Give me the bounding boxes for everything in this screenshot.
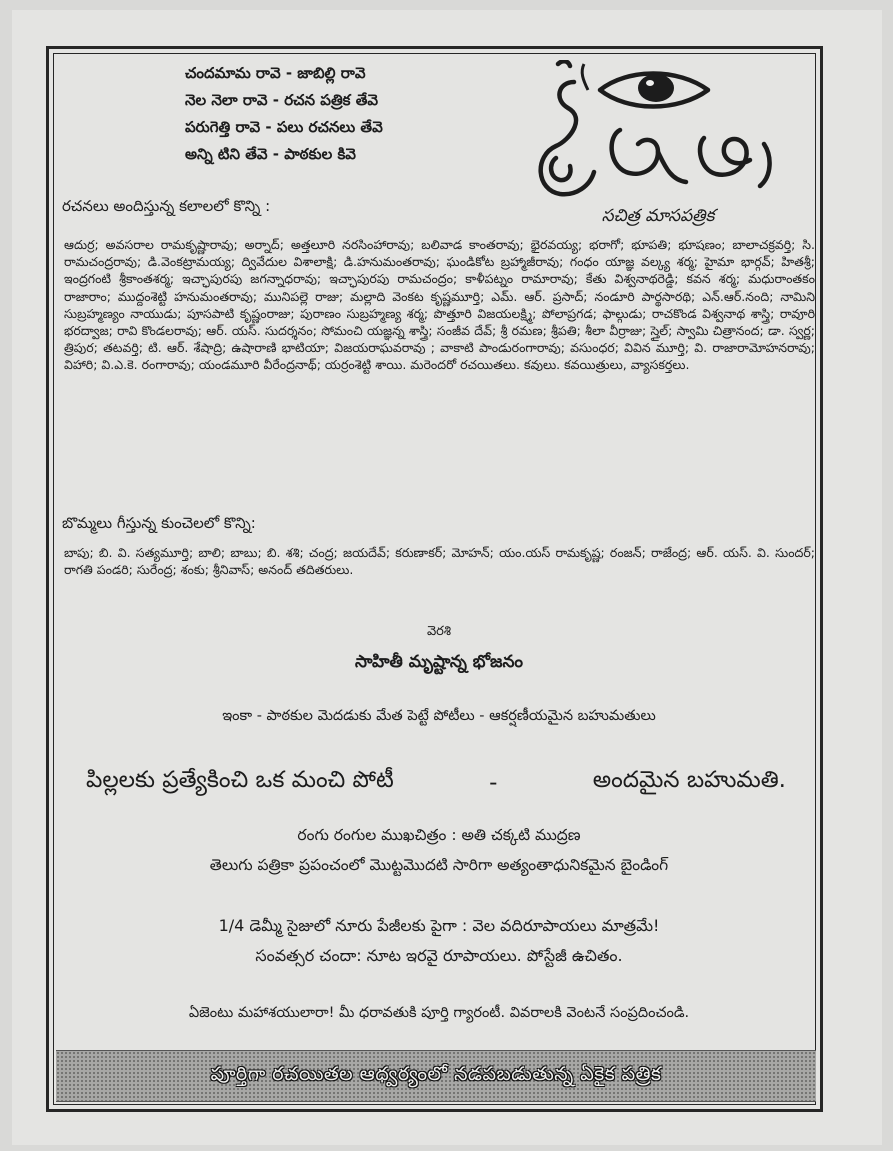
logo-subtitle: సచిత్ర మాసపత్రిక [601, 206, 715, 226]
poem-line-2: నెల నెలా రావె - రచన పత్రిక తేవె [185, 91, 379, 109]
cover-line: రంగు రంగుల ముఖచిత్రం : అతి చక్కటి ముద్రణ [297, 826, 581, 844]
rachana-logo [528, 60, 788, 235]
subscription-line: సంవత్సర చందా: నూట ఇరవై రూపాయలు. పోస్టేజీ ఉచితం. [255, 946, 623, 965]
writers-heading: రచనలు అందిస్తున్న కలాలలో కొన్ని : [62, 197, 271, 215]
banner-text: పూర్తిగా రచయితల ఆధ్వర్యంలో నడపబడుతున్న ఏకైక పత్రిక [210, 1062, 662, 1085]
kids-contest-dash: - [489, 770, 498, 796]
artists-heading: బొమ్మలు గీస్తున్న కుంచెలలో కొన్ని: [62, 514, 256, 532]
eye-logo-icon [528, 60, 788, 210]
kids-contest-line [86, 766, 786, 800]
bottom-banner [56, 1050, 816, 1102]
agents-line: ఏజెంటు మహాశయులారా! మీ ధరావతుకి పూర్తి గ్యారంటీ. వివరాలకి వెంటనే సంప్రదించండి. [188, 1005, 690, 1021]
kids-contest-right: అందమైన బహుమతి. [592, 767, 786, 793]
contests-line: ఇంకా - పాఠకుల మెదడుకు మేత పెట్టే పోటీలు - ఆకర్షణీయమైన బహుమతులు [222, 708, 656, 724]
artists-list: బాపు; బి. వి. సత్యమూర్తి; బాలి; బాబు; బి. శశి; చంద్ర; జయదేవ్; కరుణాకర్; మోహన్; యం.యస్ రామకృష్ణ; రంజన్; రాజేంద్ర; ఆర్. యస్. వి. సుందర్; రాగతి పండరి; సురేంద్ర; శంకు; శ్రీనివాస్; అనంద్ తదితరులు. [64, 545, 815, 578]
poem-line-3: పరుగెత్తి రావె - పలు రచనలు తేవె [185, 118, 383, 136]
poem-line-1: చందమామ రావె - జాబిల్లి రావె [185, 64, 366, 82]
feast-title: సాహితీ మృష్టాన్న భోజనం [354, 652, 524, 672]
kids-contest-left: పిల్లలకు ప్రత్యేకించి ఒక మంచి పోటీ [86, 767, 394, 793]
writers-list: ఆదుర్ర; అవసరాల రామకృష్ణారావు; అర్నాద్; అత్తలూరి నరసింహారావు; బలివాడ కాంతరావు; భైరవయ్య; భరాగో; భూపతి; భూషణం; బాలాచక్రవర్తి; సి. రామచంద్రరావు; డి.వెంకట్రామయ్య; ద్వివేదుల విశాలాక్షి; డి.హనుమంతరావు; ఘండికోట బ్రహ్మాజీరావు; గంధం యాజ్ఞ వల్క్య శర్మ; హైమా భార్గవ్; హితశ్రీ; ఇంద్రగంటి శ్రీకాంతశర్మ; ఇచ్ఛాపురపు జగన్నాధరావు; ఇచ్ఛాపురపు రామచంద్రం; కాళీపట్నం రామారావు; కేతు విశ్వనాథరెడ్డి; కవన శర్మ; మధురాంతకం రాజారాం; ముద్దంశెట్టి హనుమంతరావు; మునిపల్లె రాజు; మల్లాది వెంకట కృష్ణమూర్తి; ఎమ్. ఆర్. ప్రసాద్; నండూరి పార్థసారథి; ఎన్.ఆర్.నంది; నామిని సుబ్రహ్మణ్యం నాయుడు; పూసపాటి కృష్ణంరాజు; పురాణం సుబ్రహ్మణ్య శర్మ; పొత్తూరి విజయలక్ష్మి; పోలాప్రగడ; ఫాల్గుడు; రాచకొండ విశ్వనాథ శాస్త్రి; రావూరి భరద్వాజ; రావి కొండలరావు; ఆర్. యస్. సుదర్శనం; సోమంచి యజ్ఞన్న శాస్త్రి; సంజీవ దేవ్; శ్రీ రమణ; శ్రీపతి; శీలా వీర్రాజు; స్తైల్; స్వామి చిత్రానంద; డా. స్వర్ణ; త్రిపుర; తటవర్తి; టి. ఆర్. శేషాద్రి; ఉషారాణి భాటియా; విజయరాఘవరావు ; వాకాటి పాండురంగారావు; వసుంధర; వివిన మూర్తి; వి. రాజారామోహనరావు; విహారి; వి.ఎ.కె. రంగారావు; యండమూరి వీరేంద్రనాథ్; యర్రంశెట్టి శాయి. మరెందరో రచయితలు. కవులు. కవయిత్రులు, వ్యాసకర్తలు. [64, 237, 815, 373]
size-price-line: 1/4 డెమ్మీ సైజులో నూరు పేజీలకు పైగా : వెల వదిరూపాయలు మాత్రమే! [218, 916, 660, 935]
verashi-label: వెరశి [426, 624, 452, 639]
binding-line: తెలుగు పత్రికా ప్రపంచంలో మొట్టమొదటి సారిగా అత్యంతాధునికమైన బైండింగ్ [209, 856, 669, 874]
poem-line-4: అన్ని టిని తేవె - పాఠకుల కివె [185, 145, 356, 163]
